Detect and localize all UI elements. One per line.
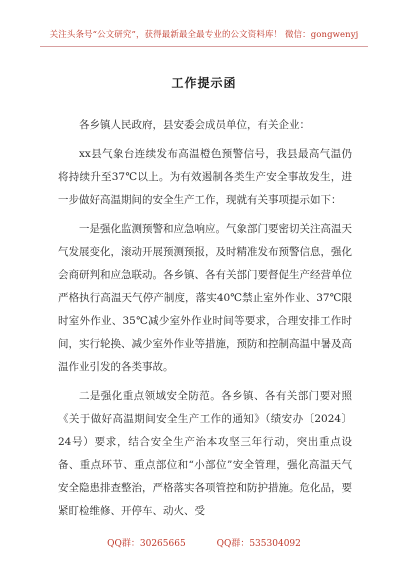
header-divider — [40, 46, 368, 47]
header-banner: 关注头条号“公文研究”，获得最新最全最专业的公文资料库！ 微信：gongwenyj — [49, 30, 359, 40]
footer-qq-group-2: QQ群：535304092 — [216, 539, 301, 549]
footer-qq-group-1: QQ群：30265665 — [107, 539, 186, 549]
document-title: 工作提示函 — [171, 76, 237, 90]
paragraph-item-1: 一是强化监测预警和应急响应。气象部门要密切关注高温天气发展变化，滚动开展预测预报，及时精准发布预警信息，强化会商研判和应急联动。各乡镇、各有关部门要督促生产经营单位严格执行高温天气停产制度，落实40℃禁止室外作业、37℃限时室外作业、35℃减少室外作业时间等要求，合理安排工作时间，实行轮换、减少室外作业等措施，预防和控制高温中暑及高温作业引发的各类事故。 — [58, 223, 352, 373]
footer-contacts — [0, 536, 408, 549]
paragraph-item-2: 二是强化重点领域安全防范。各乡镇、各有关部门要对照《关于做好高温期间安全生产工作的通知》（绩安办〔2024〕24号）要求，结合安全生产治本攻坚三年行动，突出重点设备、重点环节、重点部位和“小部位”安全管理，强化高温天气安全隐患排查整治，严格落实各项管控和防护措施。危化品，要紧盯检维修、开停车、动火、受 — [58, 390, 352, 517]
salutation: 各乡镇人民政府，县安委会成员单位，有关企业： — [79, 119, 310, 131]
document-body — [58, 114, 352, 529]
paragraph-intro: xx县气象台连续发布高温橙色预警信号，我县最高气温仍将持续升至37℃以上。为有效遏制各类生产安全事故发生，进一步做好高温期间的安全生产工作，现就有关事项提示如下： — [58, 148, 352, 206]
